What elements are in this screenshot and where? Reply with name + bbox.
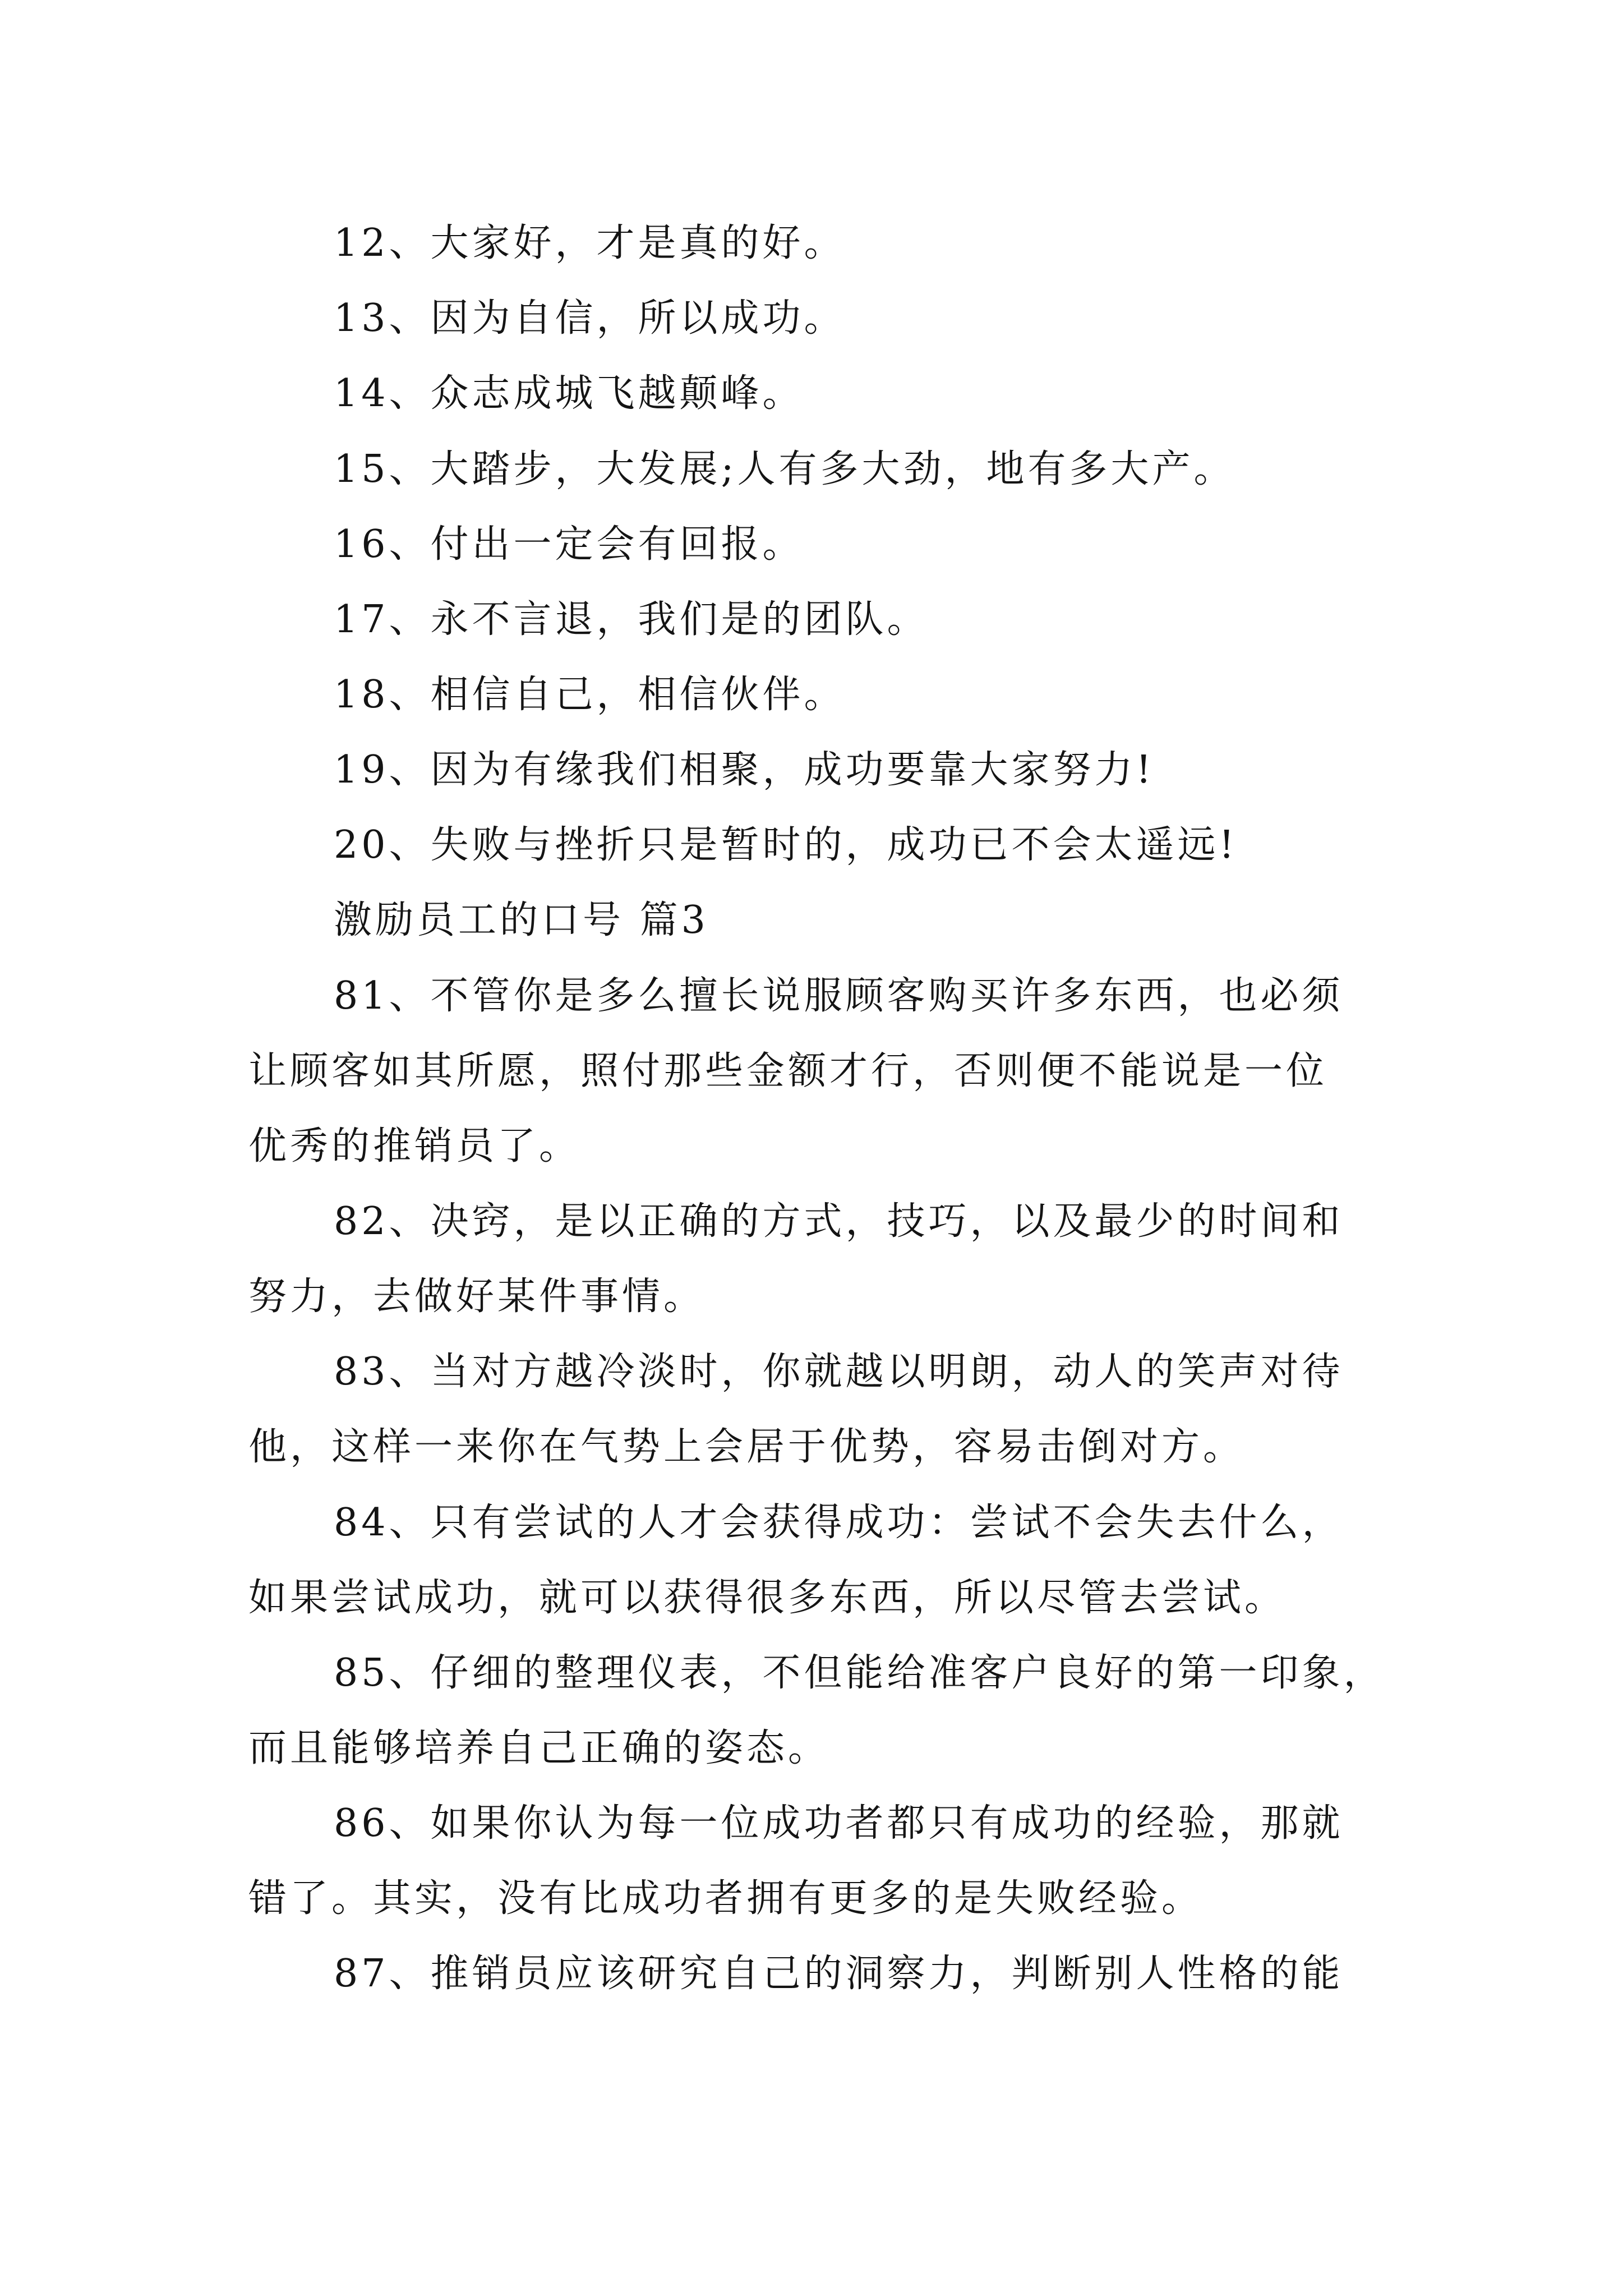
list-item-12: 12、大家好，才是真的好。 [334,221,846,265]
paragraph-86-line-1: 86、如果你认为每一位成功者都只有成功的经验，那就 [334,1801,1344,1846]
list-item-17: 17、永不言退，我们是的团队。 [334,597,929,642]
paragraph-83-line-2: 他，这样一来你在气势上会居于优势，容易击倒对方。 [248,1425,1245,1469]
paragraph-81-line-3: 优秀的推销员了。 [248,1124,581,1168]
list-item-16: 16、付出一定会有回报。 [334,522,804,567]
paragraph-86-line-2: 错了。其实，没有比成功者拥有更多的是失败经验。 [248,1876,1204,1921]
list-item-20: 20、失败与挫折只是暂时的，成功已不会太遥远! [334,823,1238,867]
paragraph-84-line-1: 84、只有尝试的人才会获得成功：尝试不会失去什么， [334,1501,1344,1545]
paragraph-83-line-1: 83、当对方越冷淡时，你就越以明朗，动人的笑声对待 [334,1350,1344,1394]
list-item-18: 18、相信自己，相信伙伴。 [334,673,846,717]
list-item-14: 14、众志成城飞越颠峰。 [334,371,804,416]
paragraph-87-line-1: 87、推销员应该研究自己的洞察力，判断别人性格的能 [334,1952,1344,1996]
paragraph-85-line-1: 85、仔细的整理仪表，不但能给准客户良好的第一印象， [334,1651,1385,1695]
list-item-15: 15、大踏步，大发展;人有多大劲，地有多大产。 [334,447,1235,491]
paragraph-82-line-1: 82、决窍，是以正确的方式，技巧，以及最少的时间和 [334,1199,1344,1244]
paragraph-82-line-2: 努力，去做好某件事情。 [248,1274,706,1319]
paragraph-84-line-2: 如果尝试成功，就可以获得很多东西，所以尽管去尝试。 [248,1576,1287,1620]
section-heading: 激励员工的口号 篇3 [334,898,709,942]
paragraph-81-line-1: 81、不管你是多么擅长说服顾客购买许多东西，也必须 [334,974,1344,1018]
paragraph-81-line-2: 让顾客如其所愿，照付那些金额才行，否则便不能说是一位 [248,1049,1328,1093]
list-item-13: 13、因为自信，所以成功。 [334,296,846,341]
list-item-19: 19、因为有缘我们相聚，成功要靠大家努力! [334,748,1155,792]
paragraph-85-line-2: 而且能够培养自己正确的姿态。 [248,1726,830,1770]
